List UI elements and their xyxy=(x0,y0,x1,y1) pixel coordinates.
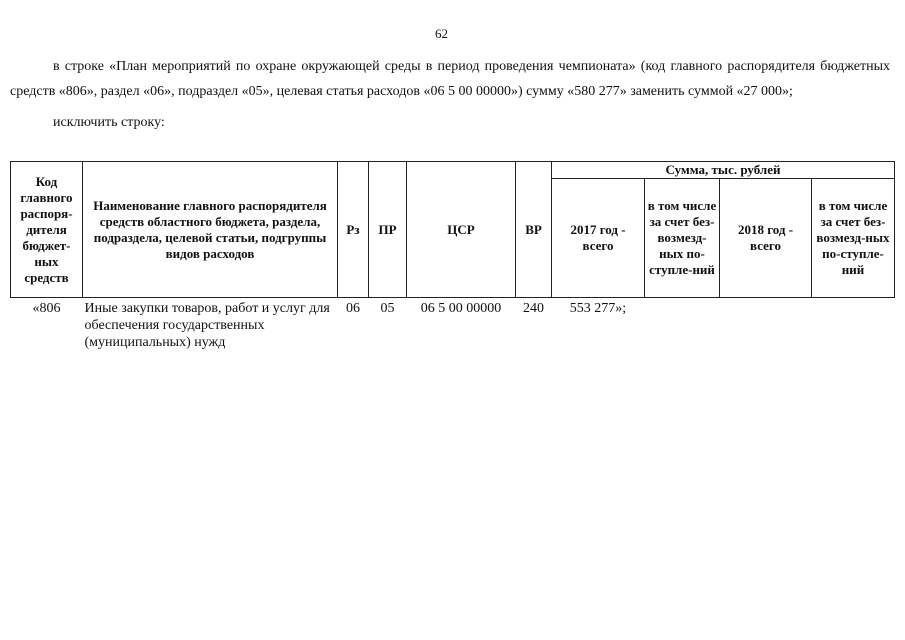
header-pr: ПР xyxy=(369,162,407,298)
cell-2018-total xyxy=(720,298,812,352)
cell-rz: 06 xyxy=(346,301,360,316)
budget-table xyxy=(10,161,895,351)
table-row xyxy=(11,298,895,352)
cell-pr: 05 xyxy=(380,301,395,316)
header-sum: Сумма, тыс. рублей xyxy=(552,162,895,179)
cell-name: Иные закупки товаров, работ и услуг для обеспечения государственных (муниципальных) нужд xyxy=(84,301,330,350)
header-name: Наименование главного распорядителя средств областного бюджета, раздела, подраздела, целевой статьи, подгруппы видов расходов xyxy=(83,162,338,298)
cell-csr: 06 5 00 00000 xyxy=(420,301,502,316)
header-code: Код главного распоря-дителя бюджет-ных средств xyxy=(11,162,83,298)
header-vr: ВР xyxy=(516,162,552,298)
header-2017-free: в том числе за счет без-возмезд-ных по-ступле-ний xyxy=(645,179,720,298)
header-2017-total: 2017 год - всего xyxy=(552,179,645,298)
cell-2017-total: 553 277»; xyxy=(569,301,627,316)
exclude-row-paragraph: исключить строку: xyxy=(53,115,165,130)
header-csr: ЦСР xyxy=(407,162,516,298)
page-number: 62 xyxy=(435,26,448,41)
header-2018-total: 2018 год - всего xyxy=(720,179,812,298)
cell-vr: 240 xyxy=(523,301,544,316)
header-2018-free: в том числе за счет без-возмезд-ных по-ступле-ний xyxy=(812,179,895,298)
amendment-paragraph: в строке «План мероприятий по охране окружающей среды в период проведения чемпионата» (код главного распорядителя бюджетных средств «806», раздел «06», подраздел «05», целевая статья расходов «06 5 00 00000») сумму «580 277» заменить суммой «27 000»; xyxy=(10,59,890,99)
cell-2017-free xyxy=(645,298,720,352)
document-body xyxy=(10,54,890,135)
header-rz: Рз xyxy=(338,162,369,298)
cell-code: «806 xyxy=(32,301,61,316)
cell-2018-free xyxy=(812,298,895,352)
